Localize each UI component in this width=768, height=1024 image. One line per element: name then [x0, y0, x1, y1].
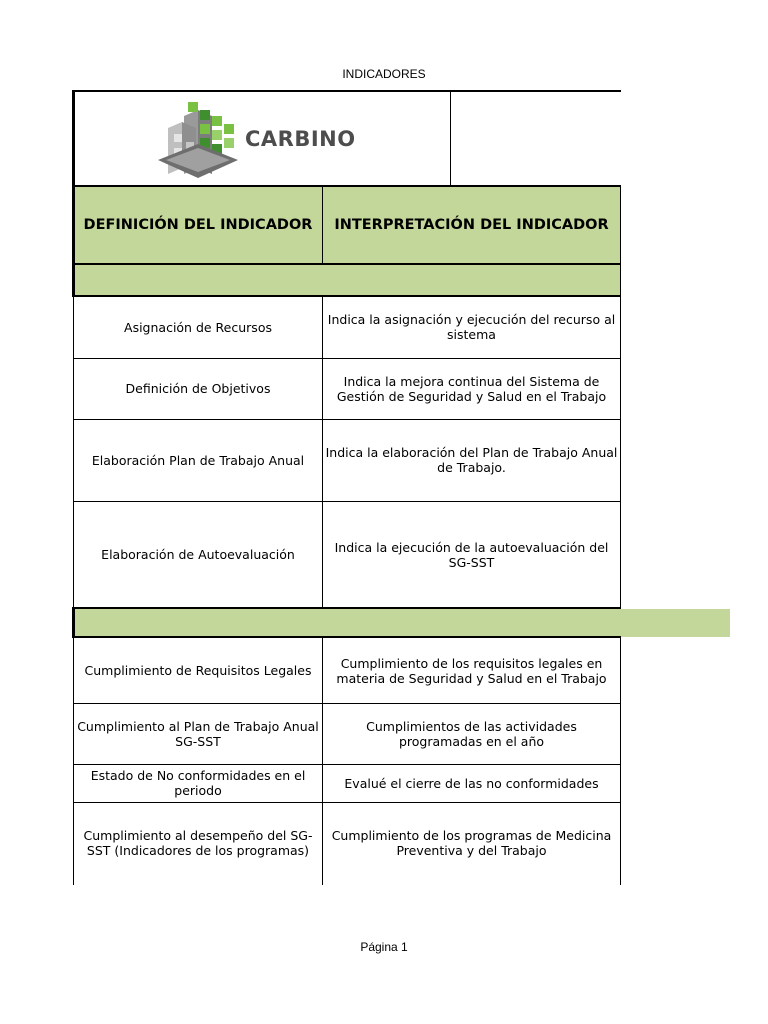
row-7-definition: Estado de No conformidades en el periodo — [90, 768, 306, 798]
row-4-interpretation: Indica la ejecución de la autoevaluación del SG-SST — [334, 539, 609, 570]
row-divider-5 — [73, 764, 621, 765]
row-divider-2 — [73, 419, 621, 420]
column-divider-2 — [322, 637, 323, 885]
table-border-left-band — [72, 608, 75, 638]
row-6-definition: Cumplimiento al Plan de Trabajo Anual SG-SST — [77, 718, 319, 749]
band-2-bottom-border — [72, 636, 621, 638]
row-4-definition: Elaboración de Autoevaluación — [101, 547, 295, 562]
header-bottom-border — [72, 263, 621, 265]
section-band-1 — [73, 264, 621, 296]
row-8-interpretation: Cumplimiento de los programas de Medicina Preventiva y del Trabajo — [331, 828, 612, 858]
table-border-top — [72, 90, 621, 92]
table-border-right-mid — [620, 296, 621, 609]
table-border-left-mid — [73, 296, 74, 609]
table-border-right-top — [620, 186, 621, 296]
column-divider-header — [322, 186, 323, 264]
row-divider-1 — [73, 358, 621, 359]
band-2-top-border — [72, 607, 621, 609]
row-divider-6 — [73, 802, 621, 803]
row-7-interpretation: Evalué el cierre de las no conformidades — [344, 775, 599, 791]
carbino-logo — [154, 98, 364, 180]
page-number: Página 1 — [360, 940, 408, 954]
row-2-definition: Definición de Objetivos — [125, 381, 271, 396]
building-cubes-icon — [154, 98, 244, 180]
row-3-definition: Elaboración Plan de Trabajo Anual — [91, 452, 305, 468]
row-8-definition: Cumplimiento al desempeño del SG-SST (Indicadores de los programas) — [83, 828, 313, 858]
column-divider-1 — [322, 296, 323, 609]
table-border-left-bottom — [73, 637, 74, 885]
row-6-interpretation: Cumplimientos de las actividades programadas en el año — [366, 718, 577, 749]
row-divider-3 — [73, 501, 621, 502]
logo-row-divider — [450, 90, 451, 186]
band-1-bottom-border — [72, 295, 621, 297]
table-border-left-top — [72, 90, 75, 297]
row-1-definition: Asignación de Recursos — [124, 319, 272, 335]
column-header-definition: DEFINICIÓN DEL INDICADOR — [83, 216, 313, 233]
table-border-right-bottom — [620, 637, 621, 885]
row-5-interpretation: Cumplimiento de los requisitos legales en materia de Seguridad y Salud en el Trabajo — [336, 655, 607, 686]
page-header-title: INDICADORES — [342, 67, 426, 81]
row-5-definition: Cumplimiento de Requisitos Legales — [84, 663, 312, 678]
row-2-interpretation: Indica la mejora continua del Sistema de Gestión de Seguridad y Salud en el Trabajo — [336, 373, 607, 404]
section-band-2 — [73, 609, 730, 637]
column-header-interpretation: INTERPRETACIÓN DEL INDICADOR — [334, 216, 609, 233]
logo-text: CARBINO — [245, 127, 356, 151]
row-3-interpretation: Indica la elaboración del Plan de Trabajo Anual de Trabajo. — [325, 445, 618, 475]
row-1-interpretation: Indica la asignación y ejecución del recurso al sistema — [327, 312, 616, 342]
header-top-border — [72, 185, 621, 187]
row-divider-4 — [73, 703, 621, 704]
